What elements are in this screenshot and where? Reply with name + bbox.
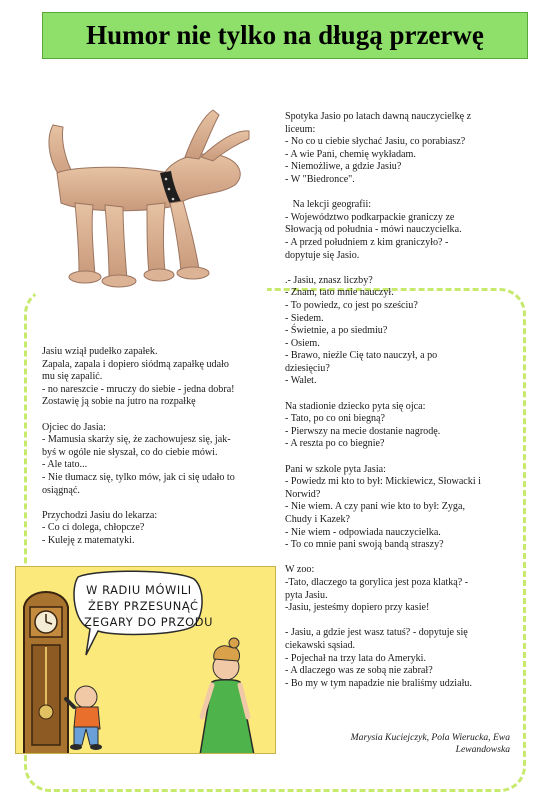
joke-line: Norwid? [285,488,321,500]
joke-paragraph [285,111,517,187]
bubble-line: ŻEBY PRZESUNĄĆ [88,599,199,613]
joke-line: - no nareszcie - mruczy do siebie - jedna dobra! [42,383,235,395]
joke-line: - No co u ciebie słychać Jasiu, co porabiasz? [285,136,466,148]
joke-line: Ojciec do Jasia: [42,421,106,433]
joke-line: - Kuleję z matematyki. [42,534,135,546]
left-column-jokes [42,346,267,560]
joke-line: ciekawski sąsiad. [285,639,356,651]
joke-line: -Jasiu, jesteśmy dopiero przy kasie! [285,602,430,614]
joke-line: - Nie wiem - odpowiada nauczycielka. [285,526,441,538]
joke-line: - Znam, tato mnie nauczył. [285,287,394,299]
joke-line: - Niemożliwe, a gdzie Jasiu? [285,161,402,173]
joke-line: - Osiem. [285,337,320,349]
joke-line: - Powiedz mi kto to był: Mickiewicz, Słowacki i [285,476,481,488]
hand-dog-photo [35,95,267,295]
joke-line: - Świetnie, a po siedmiu? [285,325,388,337]
joke-line: osiągnąć. [42,484,80,496]
joke-line: - To co mnie pani swoją bandą straszy? [285,539,444,551]
joke-line: - Pierwszy na mecie dostanie nagrodę. [285,425,441,437]
right-column-jokes [285,111,517,703]
joke-line: - W "Biedronce". [285,173,355,185]
joke-line: - A wie Pani, chemię wykładam. [285,148,416,160]
joke-line: - Ale tato... [42,459,88,471]
joke-paragraph [285,464,517,552]
bubble-line: W RADIU MÓWILI [86,583,192,597]
joke-line: - To powiedz, co jest po sześciu? [285,299,418,311]
joke-paragraph [285,627,517,690]
boy-figure [66,686,102,750]
signature-line: Marysia Kuciejczyk, Pola Wierucka, Ewa [350,732,510,743]
joke-line: - Mamusia skarży się, że zachowujesz się, jak- [42,434,231,446]
joke-paragraph [285,401,517,451]
joke-line: Zostawię ją sobie na jutro na rozpałkę [42,396,196,408]
grandfather-clock-icon [24,592,68,754]
joke-line: - Nie tłumacz się, tylko mów, jak ci się udało to [42,471,235,483]
joke-line: Słowacją od południa - mówi nauczycielka. [285,224,462,236]
joke-line: Spotyka Jasio po latach dawną nauczycielkę z [285,111,472,122]
joke-line: .- Jasiu, znasz liczby? [285,274,373,286]
joke-line: Na lekcji geografii: [285,199,372,211]
joke-line: - A dlaczego was ze sobą nie zabrał? [285,665,433,677]
joke-line: - Tato, po co oni biegną? [285,413,386,425]
joke-line: liceum: [285,123,316,135]
joke-line: -Tato, dlaczego ta gorylica jest poza klatką? - [285,576,469,588]
joke-paragraph [285,275,517,388]
page-title: Humor nie tylko na długą przerwę [86,20,484,50]
joke-line: - A reszta po co biegnie? [285,438,385,450]
joke-line: dziesięciu? [285,362,330,374]
joke-line: - Pojechał na trzy lata do Ameryki. [285,652,426,664]
joke-line: W zoo: [285,564,315,576]
joke-line: mu się zapalić. [42,371,103,383]
title-banner [42,12,528,59]
joke-line: Na stadionie dziecko pyta się ojca: [285,400,426,412]
joke-line: Pani w szkole pyta Jasia: [285,463,386,475]
joke-line: Przychodzi Jasiu do lekarza: [42,509,158,521]
joke-paragraph [285,199,517,262]
joke-paragraph [285,564,517,614]
joke-line: - Walet. [285,375,317,387]
joke-line: byś w ogóle nie słyszał, co do ciebie mówi. [42,446,218,458]
joke-line: - Siedem. [285,312,324,324]
joke-line: - Brawo, nieźle Cię tato nauczył, a po [285,350,438,362]
joke-paragraph [42,510,267,548]
authors-signature [300,732,510,756]
joke-paragraph [42,422,267,498]
bubble-line: ZEGARY DO PRZODU [84,615,214,629]
joke-line: Jasiu wziął pudełko zapałek. [42,346,158,357]
joke-line: - Co ci dolega, chłopcze? [42,522,145,534]
joke-line: Chudy i Kazek? [285,514,351,525]
joke-line: - Bo my w tym napadzie nie braliśmy udziału. [285,677,472,689]
woman-figure [200,638,254,754]
joke-line: - Województwo podkarpackie graniczy ze [285,211,455,223]
joke-line: Zapala, zapala i dopiero siódmą zapałkę udało [42,358,229,370]
joke-paragraph [42,346,267,409]
joke-line: dopytuje się Jasio. [285,249,360,261]
joke-line: - Jasiu, a gdzie jest wasz tatuś? - dopytuje się [285,627,468,639]
joke-line: - Nie wiem. A czy pani wie kto to był: Zyga, [285,501,465,513]
speech-bubble [74,571,213,655]
joke-line: pyta Jasiu. [285,589,328,601]
joke-line: - A przed południem z kim graniczyło? - [285,236,449,248]
clock-cartoon [15,566,276,754]
signature-line: Lewandowska [455,744,510,755]
